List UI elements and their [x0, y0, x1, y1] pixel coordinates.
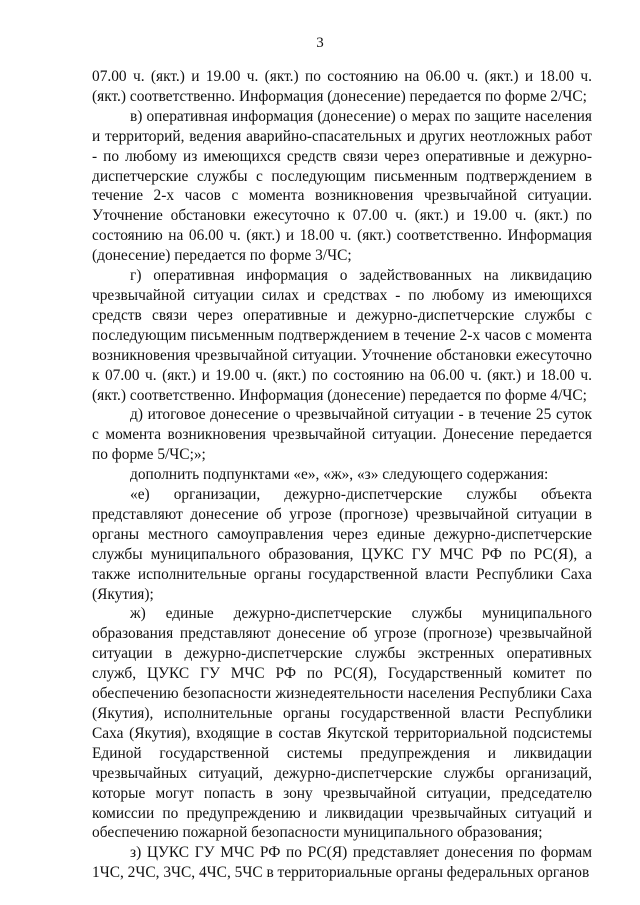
paragraph-item-z: з) ЦУКС ГУ МЧС РФ по РС(Я) представляет донесения по формам 1ЧС, 2ЧС, 3ЧС, 4ЧС, 5ЧС в территориальные органы федеральных органов [92, 844, 592, 882]
document-body [92, 67, 592, 883]
paragraph-item-g: г) оперативная информация о задействованных на ликвидацию чрезвычайной ситуации силах и средствах - по любому из имеющихся средств связи через оперативные и дежурно-диспетчерские службы с последующим письменным подтверждением в течение 2-х часов с момента возникновения чрезвычайной ситуации. Уточнение обстановки ежесуточно к 07.00 ч. (якт.) и 19.00 ч. (якт.) по состоянию на 06.00 ч. (якт.) и 18.00 ч. (якт.) соответственно. Информация (донесение) передается по форме 4/ЧС; [92, 267, 592, 404]
paragraph-continuation: 07.00 ч. (якт.) и 19.00 ч. (якт.) по состоянию на 06.00 ч. (якт.) и 18.00 ч. (якт.) соответственно. Информация (донесение) передается по форме 2/ЧС; [92, 68, 592, 105]
paragraph-amendment-intro: дополнить подпунктами «е», «ж», «з» следующего содержания: [130, 466, 549, 484]
paragraph-item-e: «е) организации, дежурно-диспетчерские службы объекта представляют донесение об угрозе (прогнозе) чрезвычайной ситуации в органы местного самоуправления через единые дежурно-диспетчерские службы муниципального образования, ЦУКС ГУ МЧС РФ по РС(Я), а также исполнительные органы государственной власти Республики Саха (Якутия); [92, 486, 592, 603]
paragraph-item-v: в) оперативная информация (донесение) о мерах по защите населения и территорий, ведения аварийно-спасательных и других неотложных работ - по любому из имеющихся средств связи через оперативные и дежурно-диспетчерские службы с последующим письменным подтверждением в течение 2-х часов с момента возникновения чрезвычайной ситуации. Уточнение обстановки ежесуточно к 07.00 ч. (якт.) и 19.00 ч. (якт.) по состоянию на 06.00 ч. (якт.) и 18.00 ч. (якт.) соответственно. Информация (донесение) передается по форме 3/ЧС; [92, 107, 592, 265]
paragraph-item-d: д) итоговое донесение о чрезвычайной ситуации - в течение 25 суток с момента возникновения чрезвычайной ситуации. Донесение передается по форме 5/ЧС;»; [92, 406, 592, 464]
page-number: 3 [316, 35, 324, 51]
paragraph-item-zh: ж) единые дежурно-диспетчерские службы муниципального образования представляют донесение об угрозе (прогнозе) чрезвычайной ситуации в дежурно-диспетчерские службы экстренных оперативных служб, ЦУКС ГУ МЧС РФ по РС(Я), Государственный комитет по обеспечению безопасности жизнедеятельности населения Республики Саха (Якутия), исполнительные органы государственной власти Республики Саха (Якутия), входящие в состав Якутской территориальной подсистемы Единой государственной системы предупреждения и ликвидации чрезвычайных ситуаций, дежурно-диспетчерские службы организаций, которые могут попасть в зону чрезвычайной ситуации, председателю комиссии по предупреждению и ликвидации чрезвычайных ситуаций и обеспечению пожарной безопасности муниципального образования; [92, 605, 592, 842]
